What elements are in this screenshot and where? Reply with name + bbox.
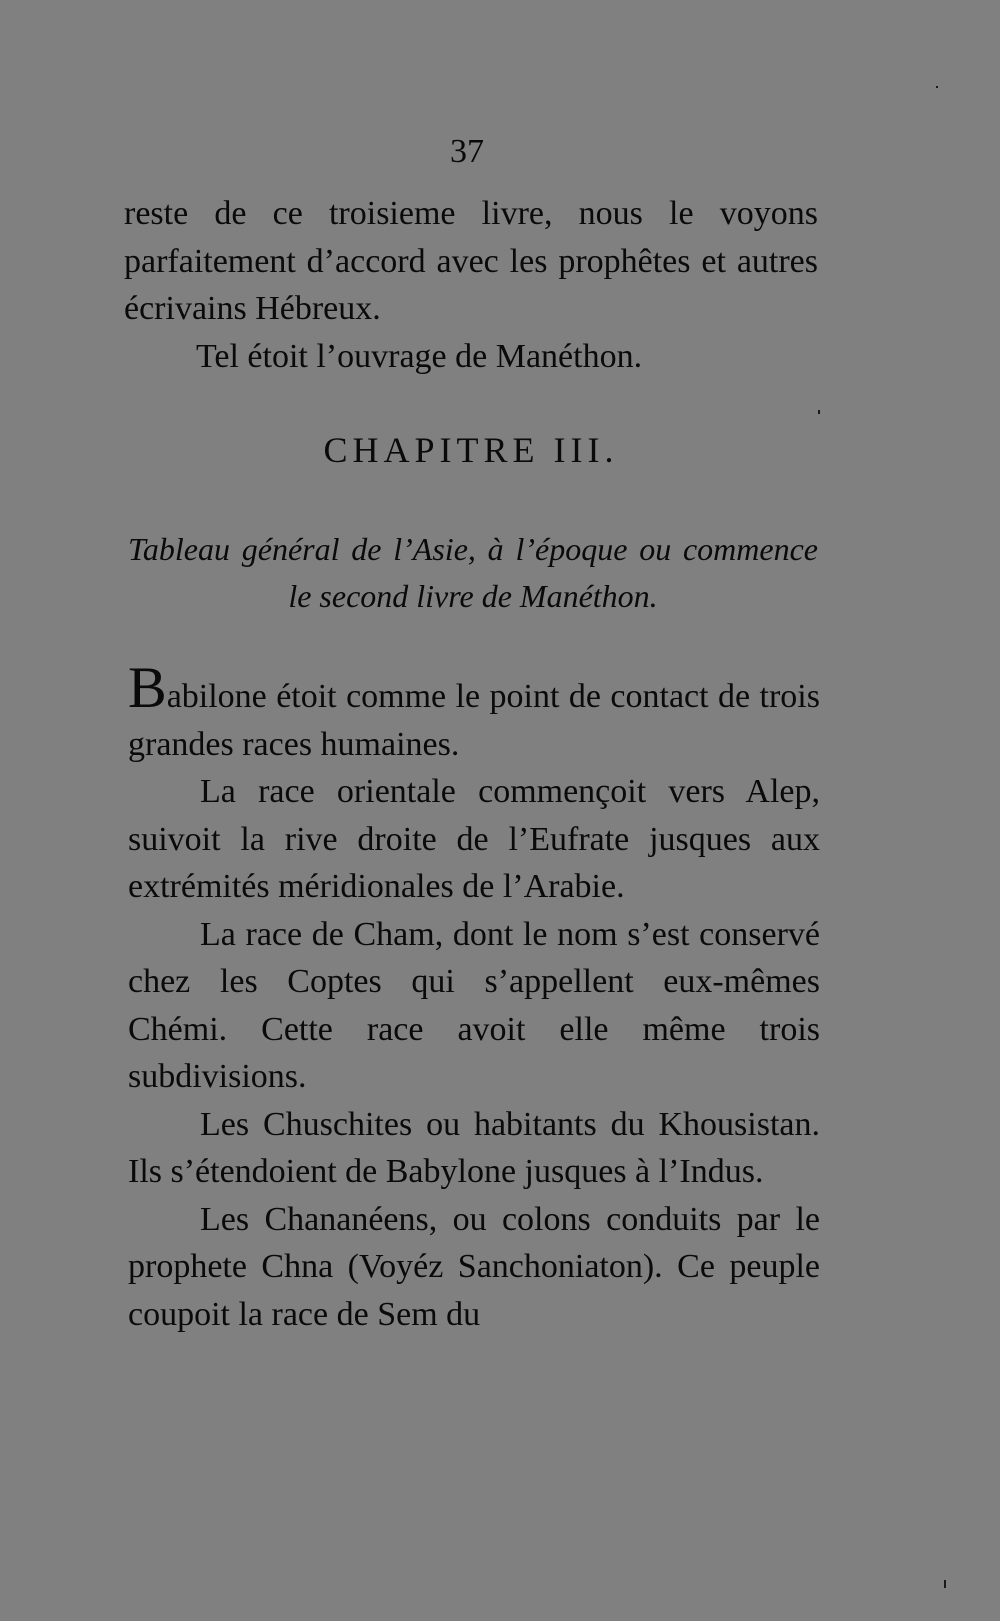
chapter-subtitle: Tableau général de l’Asie, à l’époque ou commence le second livre de Manéthon. [128,531,818,614]
scan-speck [818,410,820,414]
paragraph: La race de Cham, dont le nom s’est conservé chez les Coptes qui s’appellent eux-mêmes Chémi. Cette race avoit elle même trois subdivisions. [128,915,820,1095]
page-number: 37 [450,133,484,170]
paragraph: Les Chuschites ou habitants du Khousistan. Ils s’étendoient de Babylone jusques à l’Indus. [128,1105,820,1190]
paragraph-dropcap: Babilone étoit comme le point de contact de trois grandes races humaines. [128,655,820,763]
scan-speck [936,86,938,88]
scan-speck [944,1580,946,1588]
chapter-heading: CHAPITRE III. [323,430,619,470]
body-text-block [128,655,820,1338]
top-text-block [124,190,818,380]
paragraph: Tel étoit l’ouvrage de Manéthon. [196,337,643,375]
paragraph: Les Chananéens, ou colons conduits par le prophete Chna (Voyéz Sanchoniaton). Ce peuple coupoit la race de Sem du [128,1200,820,1333]
paragraph: reste de ce troisieme livre, nous le voyons parfaitement d’accord avec les prophêtes et autres écrivains Hébreux. [124,195,818,327]
paragraph: La race orientale commençoit vers Alep, suivoit la rive droite de l’Eufrate jusques aux extrémités méridionales de l’Arabie. [128,773,820,905]
